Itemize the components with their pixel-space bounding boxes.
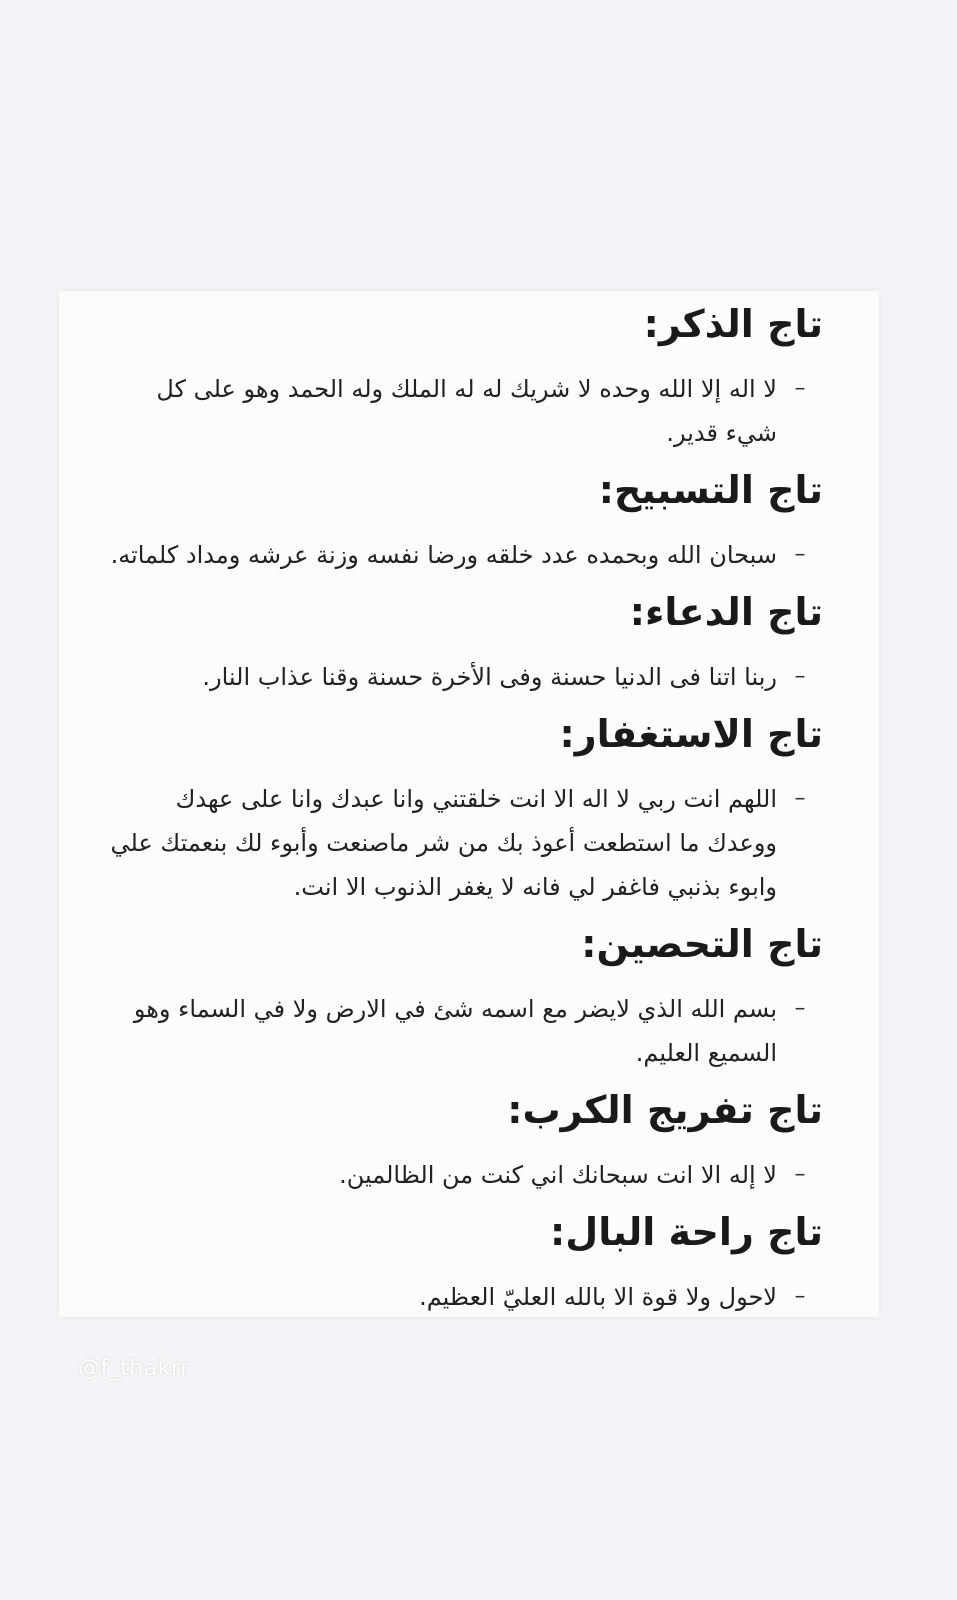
section-istighfar [99, 705, 823, 909]
section-heading: تاج التسبيح: [598, 468, 823, 512]
section-tafrij-alkarb [99, 1081, 823, 1197]
bullet-dash: – [794, 786, 806, 811]
section-tasbih [99, 461, 823, 577]
bullet-dash: – [794, 664, 806, 689]
list-item [99, 987, 823, 1075]
item-text: اللهم انت ربي لا اله الا انت خلقتني وانا عبدك وانا على عهدك ووعدك ما استطعت أعوذ بك من شر ماصنعت وأبوء لك بنعمتك علي وابوء بذنبي فاغفر لي فانه لا يغفر الذنوب الا انت. [110, 785, 777, 901]
list-item [99, 1153, 823, 1197]
list-item [99, 367, 823, 455]
bullet-dash: – [794, 376, 806, 401]
section-heading: تاج الاستغفار: [559, 712, 823, 756]
section-rahat-albal [99, 1203, 823, 1317]
section-heading: تاج الذكر: [643, 302, 823, 346]
bullet-dash: – [794, 996, 806, 1021]
watermark-username: @f_thakrr [78, 1356, 190, 1381]
item-text: بسم الله الذي لايضر مع اسمه شئ في الارض ولا في السماء وهو السميع العليم. [133, 995, 777, 1067]
bullet-dash: – [794, 1162, 806, 1187]
item-text: لاحول ولا قوة الا بالله العليّ العظيم. [419, 1283, 777, 1311]
item-text: لا إله الا انت سبحانك اني كنت من الظالمين. [339, 1161, 777, 1189]
item-text: لا اله إلا الله وحده لا شريك له له الملك وله الحمد وهو على كل شيء قدير. [156, 375, 777, 447]
section-heading: تاج الدعاء: [629, 590, 823, 634]
section-heading: تاج تفريج الكرب: [507, 1088, 823, 1132]
list-item [99, 533, 823, 577]
list-item [99, 1275, 823, 1317]
content-card [59, 291, 879, 1317]
bullet-dash: – [794, 1284, 806, 1309]
item-text: ربنا اتنا فى الدنيا حسنة وفى الأخرة حسنة وقنا عذاب النار. [202, 663, 777, 691]
item-text: سبحان الله وبحمده عدد خلقه ورضا نفسه وزنة عرشه ومداد كلماته. [110, 541, 777, 569]
section-heading: تاج التحصين: [581, 922, 823, 966]
list-item [99, 655, 823, 699]
bullet-dash: – [794, 542, 806, 567]
section-heading: تاج راحة البال: [550, 1210, 823, 1254]
section-tahseen [99, 915, 823, 1075]
list-item [99, 777, 823, 909]
section-dua [99, 583, 823, 699]
section-dhikr [99, 295, 823, 455]
